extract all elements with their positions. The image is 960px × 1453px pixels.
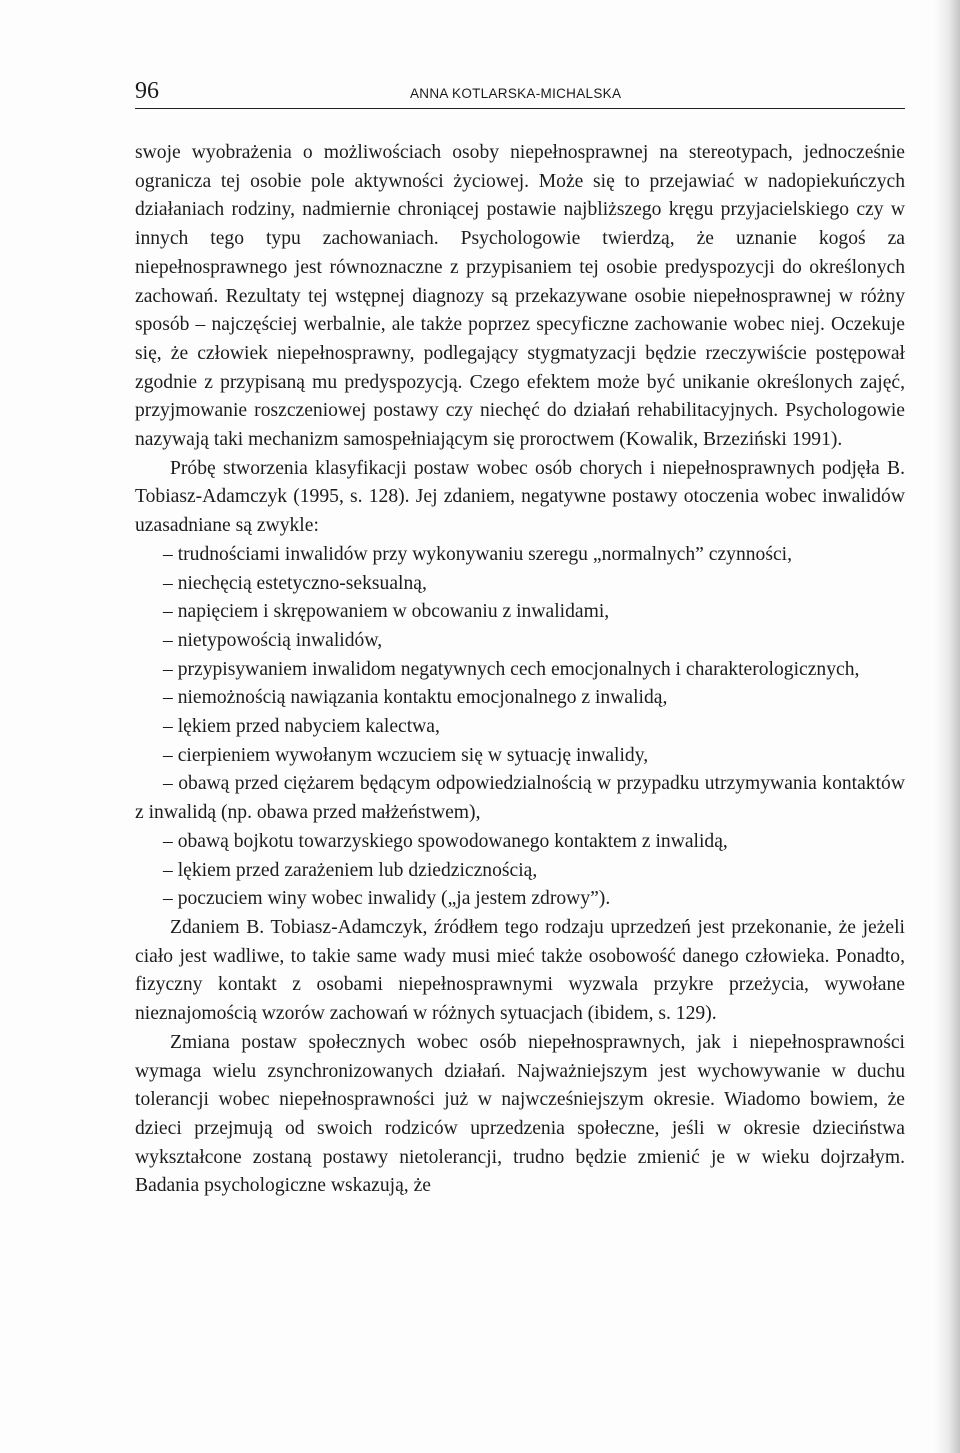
list-item: – lękiem przed zarażeniem lub dziedzicznością,: [163, 859, 538, 881]
page-number: 96: [135, 78, 159, 104]
paragraph-tobiasz: Zdaniem B. Tobiasz-Adamczyk, źródłem tego rodzaju uprzedzeń jest przekonanie, że jeżeli ciało jest wadliwe, to takie same wady musi mieć także osobowość danego człowieka. Ponadto, fizyczny kontakt z osobami niepełnosprawnymi wyzwala przykre przeżycia, wywołane nieznajomością wzorów zachowań w różnych sytuacjach (ibidem, s. 129).: [135, 916, 905, 1025]
list-item: – trudnościami inwalidów przy wykonywaniu szeregu „normalnych” czynności,: [163, 543, 792, 565]
list-item: – przypisywaniem inwalidom negatywnych cech emocjonalnych i charakterologicznych,: [163, 658, 860, 680]
spine-shadow: [934, 0, 960, 1453]
list-item: – niemożnością nawiązania kontaktu emocjonalnego z inwalidą,: [163, 687, 668, 709]
list-item: – lękiem przed nabyciem kalectwa,: [163, 716, 440, 738]
list-item: – cierpieniem wywołanym wczuciem się w sytuację inwalidy,: [163, 744, 649, 766]
paragraph-classification: Próbę stworzenia klasyfikacji postaw wobec osób chorych i niepełnosprawnych podjęła B. Tobiasz-Adamczyk (1995, s. 128). Jej zdaniem, negatywne postawy otoczenia wobec inwalidów uzasadniane są zwykle:: [135, 457, 905, 537]
running-head: ANNA KOTLARSKA-MICHALSKA: [410, 86, 622, 101]
body-text: [135, 139, 905, 1201]
paragraph-continued: swoje wyobrażenia o możliwościach osoby niepełnosprawnej na stereotypach, jednocześnie ogranicza tej osobie pole aktywności życiowej. Może się to przejawiać w nadopiekuńczych działaniach rodziny, nadmiernie chroniącej postawie najbliższego kręgu przyjacielskiego czy w innych tego typu zachowaniach. Psychologowie twierdzą, że uznanie kogoś za niepełnosprawnego jest równoznaczne z przypisaniem tej osobie predyspozycji do określonych zachowań. Rezultaty tej wstępnej diagnozy są przekazywane osobie niepełnosprawnej w różny sposób – najczęściej werbalnie, ale także poprzez specyficzne zachowanie wobec niej. Oczekuje się, że człowiek niepełnosprawny, podlegający stygmatyzacji będzie rzeczywiście postępował zgodnie z przypisaną mu predyspozycją. Czego efektem może być unikanie określonych zajęć, przyjmowanie roszczeniowej postawy czy niechęć do działań rehabilitacyjnych. Psychologowie nazywają taki mechanizm samospełniającym się proroctwem (Kowalik, Brzeziński 1991).: [135, 142, 905, 451]
list-item: – poczuciem winy wobec inwalidy („ja jestem zdrowy”).: [163, 888, 611, 910]
list-item: – obawą przed ciężarem będącym odpowiedzialnością w przypadku utrzymywania kontaktów z inwalidą (np. obawa przed małżeństwem),: [135, 773, 905, 824]
list-item: – nietypowością inwalidów,: [163, 629, 383, 651]
list-item: – niechęcią estetyczno-seksualną,: [163, 572, 427, 594]
list-item: – obawą bojkotu towarzyskiego spowodowanego kontaktem z inwalidą,: [163, 830, 728, 852]
list-item: – napięciem i skrępowaniem w obcowaniu z inwalidami,: [163, 601, 610, 623]
paragraph-change: Zmiana postaw społecznych wobec osób niepełnosprawnych, jak i niepełnosprawności wymaga wielu zsynchronizowanych działań. Najważniejszym jest wychowywanie w duchu tolerancji wobec niepełnosprawności już w najwcześniejszym okresie. Wiadomo bowiem, że dzieci przejmują od swoich rodziców uprzedzenia społeczne, jeśli w okresie dzieciństwa wykształcone zostaną postawy nietolerancji, trudno będzie zmienić je w wieku dojrzałym. Badania psychologiczne wskazują, że: [135, 1031, 905, 1197]
page-header: [135, 76, 905, 109]
